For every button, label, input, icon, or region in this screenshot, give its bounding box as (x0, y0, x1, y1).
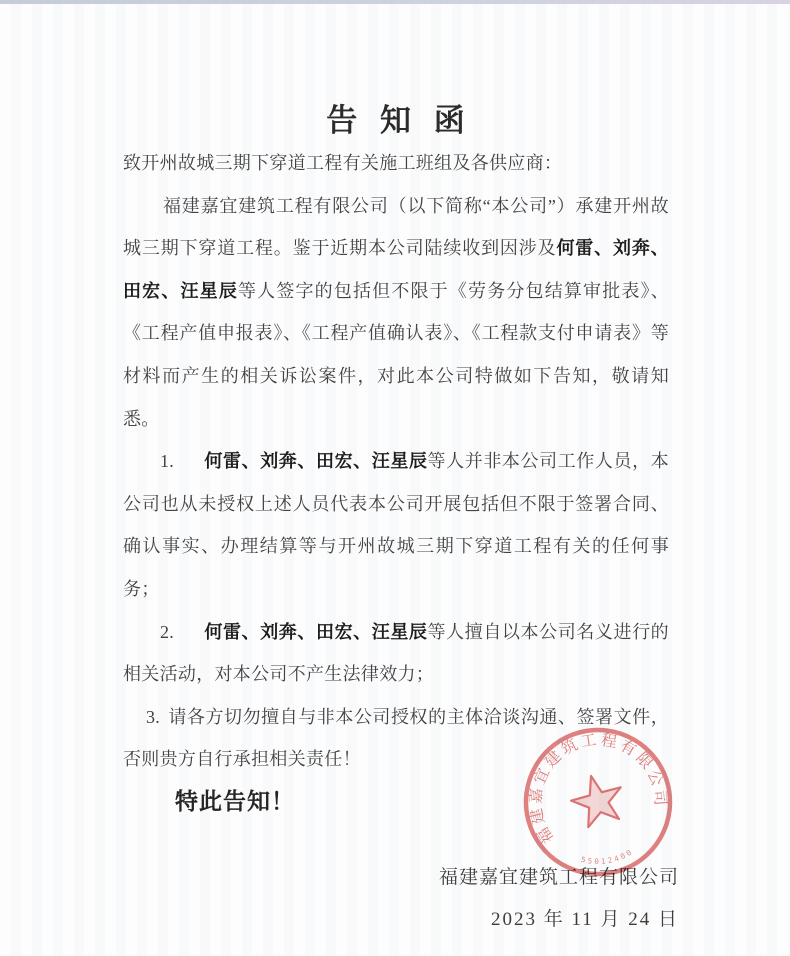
item-text: 等人擅自以本公司名义进行的相关活动，对本公司不产生法律效力； (123, 621, 669, 685)
notice-item-1 (123, 440, 669, 610)
intro-paragraph (123, 185, 669, 441)
salutation-line: 致开州故城三期下穿道工程有关施工班组及各供应商： (123, 153, 563, 173)
seal-code-digits: 55012400 (580, 846, 636, 867)
named-persons: 何雷、刘奔、田宏、汪星辰 (204, 451, 428, 472)
intro-text-2: 等人签字的包括但不限于《劳务分包结算审批表》、《工程产值申报表》、《工程产值确认表》、《工程款支付申请表》等材料而产生的相关诉讼案件，对此本公司特做如下告知，敬请知悉。 (123, 280, 669, 429)
notice-letter (123, 0, 679, 942)
notice-item-2 (123, 611, 669, 696)
item-text: 等人并非本公司工作人员，本公司也从未授权上述人员代表本公司开展包括但不限于签署合同、确认事实、办理结算等与开州故城三期下穿道工程有关的任何事务； (123, 451, 669, 599)
item-number: 2. (160, 621, 175, 642)
item-text: 请各方切勿擅自与非本公司授权的主体洽谈沟通、签署文件，否则贵方自行承担相关责任！ (123, 706, 669, 770)
seal-arc-company-name: 福建嘉宜建筑工程有限公司 (527, 731, 669, 847)
signature-date: 2023 年 11 月 24 日 (490, 909, 679, 931)
document-title: 告 知 函 (326, 103, 466, 138)
notice-item-3 (123, 696, 669, 781)
intro-text-1: 福建嘉宜建筑工程有限公司（以下简称“本公司”）承建开州故城三期下穿道工程。鉴于近期本公司陆续收到因涉及 (123, 195, 669, 259)
named-persons: 何雷、刘奔、田宏、汪星辰 (123, 238, 669, 301)
item-number: 1. (160, 451, 175, 472)
signature-block (123, 857, 679, 942)
closing-statement: 特此告知！ (175, 788, 295, 814)
named-persons: 何雷、刘奔、田宏、汪星辰 (204, 621, 428, 642)
item-number: 3. (146, 706, 161, 727)
signature-company-name: 福建嘉宜建筑工程有限公司 (438, 866, 679, 888)
